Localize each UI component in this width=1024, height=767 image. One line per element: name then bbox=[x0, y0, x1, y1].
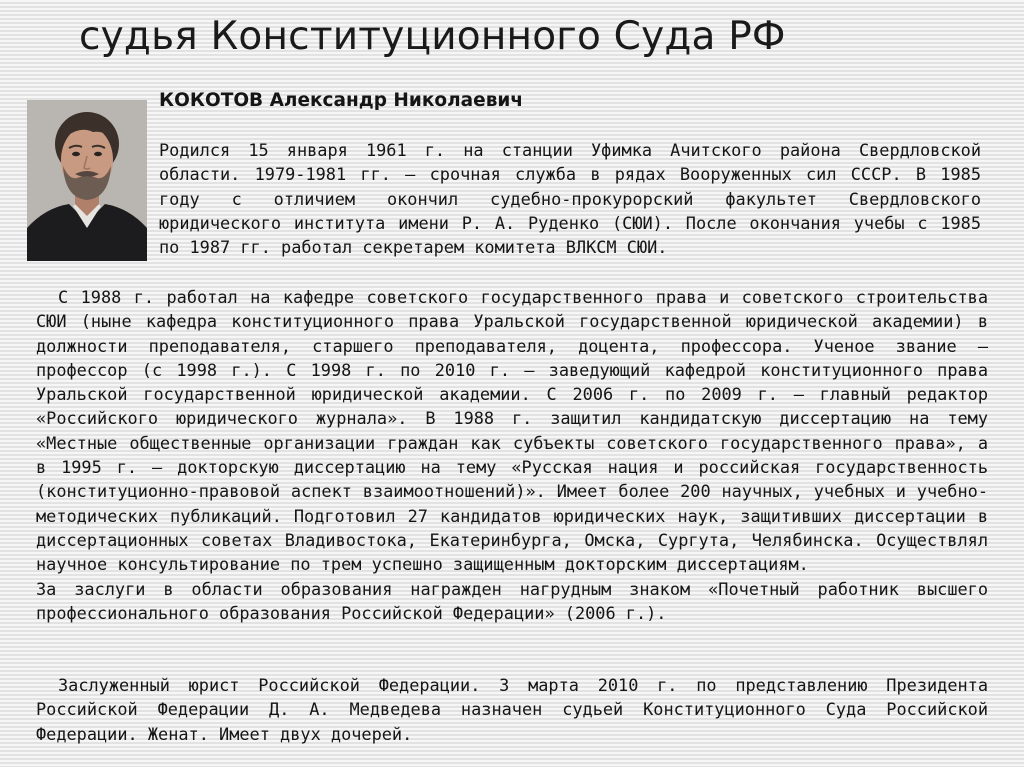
bio-awards-paragraph: За заслуги в области образования награжден нагрудным знаком «Почетный работник высшего профессионального образования Российской Федерации» (2006 г.). bbox=[36, 578, 988, 623]
bio-final-paragraph: Заслуженный юрист Российской Федерации. 3 марта 2010 г. по представлению Президента Российской Федерации Д. А. Медведева назначен судьей Конституционного Суда Российской Федерации. Женат. Имеет двух дочерей. bbox=[36, 675, 988, 744]
person-name: КОКОТОВ Александр Николаевич bbox=[159, 90, 524, 111]
bio-career-section bbox=[36, 285, 988, 625]
bio-career-paragraph: С 1988 г. работал на кафедре советского государственного права и советского строительства СЮИ (ныне кафедра конституционного права Уральской государственной юридической академии) в должности преподавателя, старшего преподавателя, доцента, профессора. Ученое звание – профессор (с 1998 г.). С 1998 г. по 2010 г. – заведующий кафедрой конституционного права Уральской государственной юридической академии. С 2006 г. по 2009 г. – главный редактор «Российского юридического журнала». В 1988 г. защитил кандидатскую диссертацию на тему «Местные общественные организации граждан как субъекты советского государственного права», а в 1995 г. – докторскую диссертацию на тему «Русская нация и российская государственность (конституционно-правовой аспект взаимоотношений)». Имеет более 200 научных, учебных и учебно-методических публикаций. Подготовил 27 кандидатов юридических наук, защитивших диссертации в диссертационных советах Владивостока, Екатеринбурга, Омска, Сургута, Челябинска. Осуществлял научное консультирование по трем успешно защищенным докторским диссертациям. bbox=[36, 287, 988, 575]
bio-intro-paragraph: Родился 15 января 1961 г. на станции Уфимка Ачитского района Свердловской области. 1979-1981 гг. – срочная служба в рядах Вооруженных сил СССР. В 1985 году с отличием окончил судебно-прокурорский факультет Свердловского юридического института имени Р. А. Руденко (СЮИ). После окончания учебы с 1985 по 1987 гг. работал секретарем комитета ВЛКСМ СЮИ. bbox=[159, 140, 981, 258]
portrait-photo bbox=[27, 100, 147, 261]
slide-title: судья Конституционного Суда РФ bbox=[79, 14, 786, 59]
